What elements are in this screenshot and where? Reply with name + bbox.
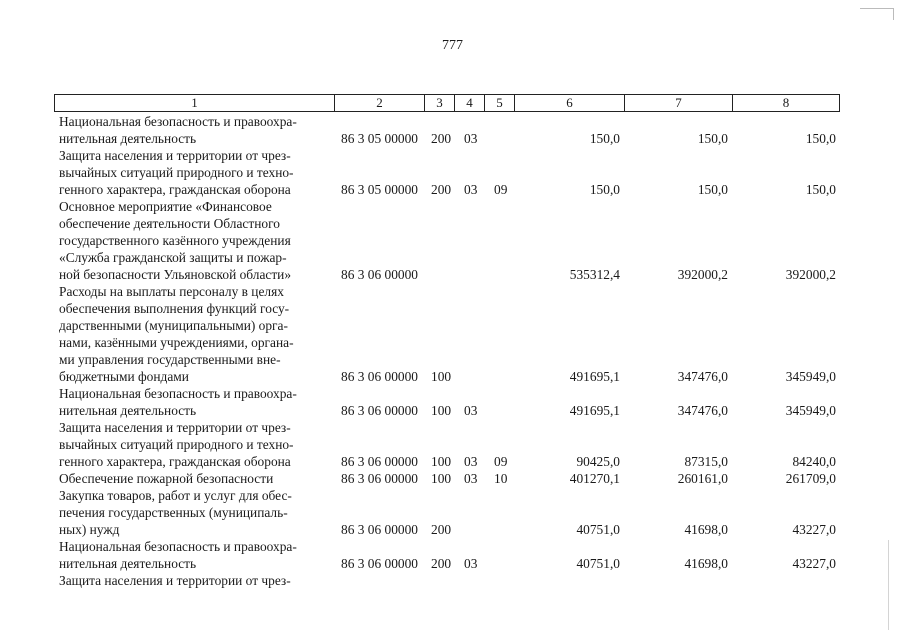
budget-code: 86 3 06 00000 (341, 369, 418, 384)
amount-year-3: 392000,2 (785, 267, 836, 282)
description-line: Национальная безопасность и правоохра- (59, 386, 297, 401)
column-header-4: 4 (454, 94, 485, 112)
amount-year-1: 535312,4 (569, 267, 620, 282)
expense-type: 200 (431, 182, 452, 197)
column-header-8: 8 (732, 94, 840, 112)
description-line: государственного казённого учреждения (59, 233, 291, 248)
column-header-6: 6 (514, 94, 625, 112)
amount-year-3: 261709,0 (785, 471, 836, 486)
scan-mark (860, 8, 894, 9)
budget-code: 86 3 05 00000 (341, 131, 418, 146)
amount-year-1: 491695,1 (569, 369, 620, 384)
amount-year-1: 150,0 (589, 131, 620, 146)
description-line: бюджетными фондами (59, 369, 189, 384)
description-line: ми управления государственными вне- (59, 352, 281, 367)
column-header-3: 3 (424, 94, 455, 112)
row-description (59, 385, 330, 419)
column-header-1: 1 (54, 94, 335, 112)
section: 03 (464, 454, 478, 469)
amount-year-3: 43227,0 (792, 556, 836, 571)
column-header-2: 2 (334, 94, 425, 112)
description-line: нами, казёнными учреждениями, органа- (59, 335, 294, 350)
expense-type: 100 (431, 403, 452, 418)
amount-year-3: 43227,0 (792, 522, 836, 537)
section: 03 (464, 471, 478, 486)
description-line: Национальная безопасность и правоохра- (59, 539, 297, 554)
amount-year-1: 491695,1 (569, 403, 620, 418)
amount-year-3: 150,0 (805, 182, 836, 197)
description-line: вычайных ситуаций природного и техно- (59, 437, 294, 452)
page-number: 777 (442, 38, 463, 53)
amount-year-2: 347476,0 (677, 403, 728, 418)
expense-type: 200 (431, 522, 452, 537)
description-line: Защита населения и территории от чрез- (59, 148, 291, 163)
row-description (59, 113, 330, 147)
column-header-7: 7 (624, 94, 733, 112)
column-header-5: 5 (484, 94, 515, 112)
amount-year-1: 150,0 (589, 182, 620, 197)
subsection: 10 (494, 471, 508, 486)
row-description (59, 538, 330, 572)
scan-mark (893, 8, 894, 20)
description-line: ной безопасности Ульяновской области» (59, 267, 292, 282)
expense-type: 100 (431, 369, 452, 384)
section: 03 (464, 556, 478, 571)
section: 03 (464, 131, 478, 146)
amount-year-3: 84240,0 (792, 454, 836, 469)
budget-code: 86 3 06 00000 (341, 556, 418, 571)
expense-type: 100 (431, 471, 452, 486)
amount-year-2: 260161,0 (677, 471, 728, 486)
scan-mark (888, 540, 889, 630)
budget-code: 86 3 06 00000 (341, 471, 418, 486)
budget-code: 86 3 06 00000 (341, 267, 418, 282)
row-description (59, 198, 330, 283)
amount-year-2: 87315,0 (684, 454, 728, 469)
amount-year-1: 90425,0 (576, 454, 620, 469)
description-line: нительная деятельность (59, 556, 197, 571)
amount-year-3: 150,0 (805, 131, 836, 146)
description-line: обеспечение деятельности Областного (59, 216, 280, 231)
description-line: дарственными (муниципальными) орга- (59, 318, 288, 333)
description-line: Национальная безопасность и правоохра- (59, 114, 297, 129)
description-line: генного характера, гражданская оборона (59, 454, 291, 469)
amount-year-1: 40751,0 (576, 522, 620, 537)
amount-year-2: 392000,2 (677, 267, 728, 282)
description-line: генного характера, гражданская оборона (59, 182, 291, 197)
description-line: Основное мероприятие «Финансовое (59, 199, 272, 214)
subsection: 09 (494, 454, 508, 469)
description-line: Закупка товаров, работ и услуг для обес- (59, 488, 292, 503)
amount-year-3: 345949,0 (785, 369, 836, 384)
row-description (59, 572, 330, 589)
row-description (59, 419, 330, 470)
description-line: нительная деятельность (59, 131, 197, 146)
description-line: «Служба гражданской защиты и пожар- (59, 250, 287, 265)
budget-code: 86 3 05 00000 (341, 182, 418, 197)
description-line: нительная деятельность (59, 403, 197, 418)
amount-year-2: 150,0 (697, 131, 728, 146)
amount-year-1: 401270,1 (569, 471, 620, 486)
amount-year-1: 40751,0 (576, 556, 620, 571)
budget-code: 86 3 06 00000 (341, 454, 418, 469)
description-line: печения государственных (муниципаль- (59, 505, 288, 520)
description-line: ных) нужд (59, 522, 120, 537)
expense-type: 100 (431, 454, 452, 469)
description-line: обеспечения выполнения функций госу- (59, 301, 290, 316)
subsection: 09 (494, 182, 508, 197)
expense-type: 200 (431, 131, 452, 146)
amount-year-3: 345949,0 (785, 403, 836, 418)
row-description (59, 283, 330, 385)
budget-code: 86 3 06 00000 (341, 522, 418, 537)
section: 03 (464, 403, 478, 418)
description-line: вычайных ситуаций природного и техно- (59, 165, 294, 180)
row-description (59, 147, 330, 198)
description-line: Защита населения и территории от чрез- (59, 420, 291, 435)
amount-year-2: 41698,0 (684, 556, 728, 571)
amount-year-2: 347476,0 (677, 369, 728, 384)
row-description (59, 487, 330, 538)
row-description (59, 470, 330, 487)
description-line: Расходы на выплаты персоналу в целях (59, 284, 284, 299)
amount-year-2: 150,0 (697, 182, 728, 197)
amount-year-2: 41698,0 (684, 522, 728, 537)
section: 03 (464, 182, 478, 197)
expense-type: 200 (431, 556, 452, 571)
budget-code: 86 3 06 00000 (341, 403, 418, 418)
description-line: Защита населения и территории от чрез- (59, 573, 291, 588)
description-line: Обеспечение пожарной безопасности (59, 471, 274, 486)
